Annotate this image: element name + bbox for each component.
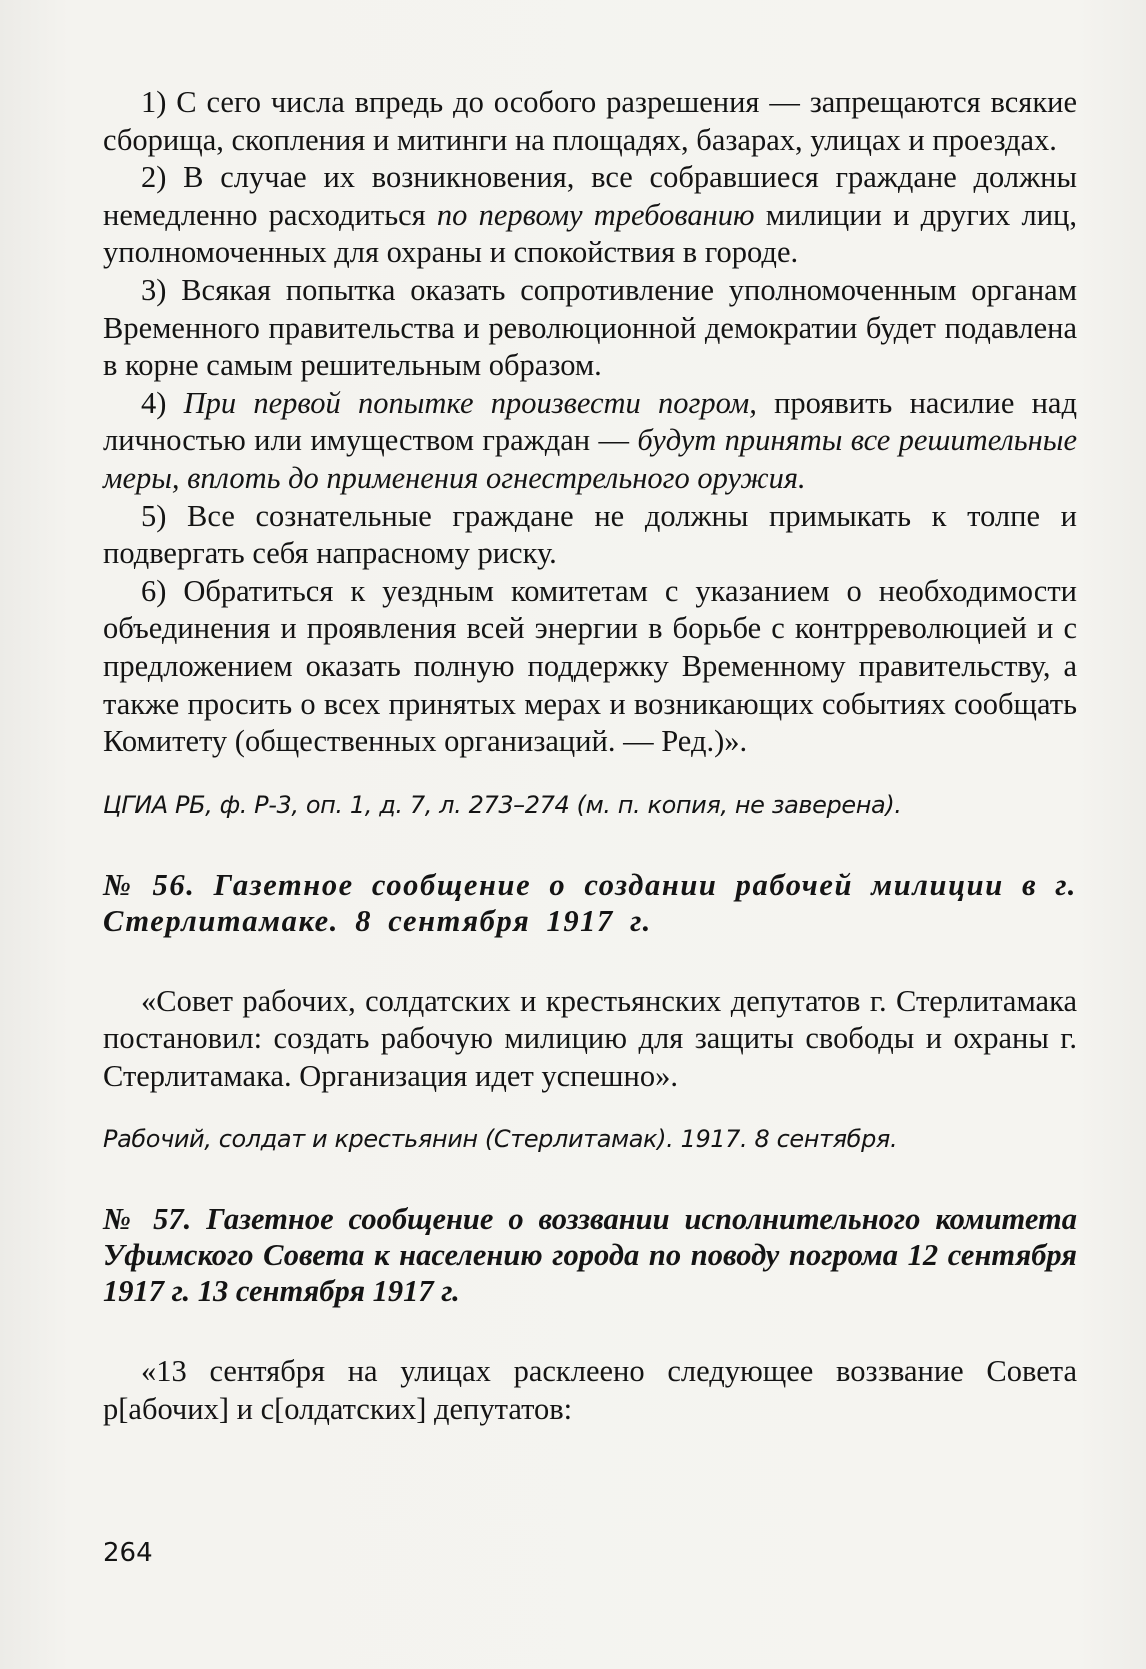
italic-text-run: При первой попытке произвести погром, bbox=[183, 385, 757, 420]
page-content bbox=[103, 84, 1077, 1429]
archive-source-reference: ЦГИА РБ, ф. Р-3, оп. 1, д. 7, л. 273–274 (м. п. копия, не заверена). bbox=[103, 790, 902, 819]
document-56-text: «Совет рабочих, солдатских и крестьянских депутатов г. Стерлитамака постановил: создать рабочую милицию для защиты свободы и охраны г. Стерлитамака. Организация идет успешно». bbox=[103, 983, 1077, 1093]
text-run: 6) Обратиться к уездным комитетам с указанием о необходимости объединения и проявления всей энергии в борьбе с контрреволюцией и с предложением оказать полную поддержку Временному правительству, а также просить о всех принятых мерах и возникающих событиях сообщать Комитету (общественных организаций. — Ред.)». bbox=[103, 573, 1077, 759]
italic-text-run: по первому требованию bbox=[436, 197, 755, 232]
document-56-source: Рабочий, солдат и крестьянин (Стерлитамак). 1917. 8 сентября. bbox=[103, 1125, 898, 1154]
resolution-point-4 bbox=[103, 385, 1077, 498]
text-run: 5) Все сознательные граждане не должны примыкать к толпе и подвергать себя напрасному риску. bbox=[103, 498, 1077, 571]
text-run: 2) В случае их возникновения, все собравшиеся граждане должны немедленно расходиться bbox=[103, 160, 1077, 232]
text-run: проявить насилие над личностью или имуществом граждан — bbox=[103, 385, 1077, 458]
resolution-points bbox=[103, 84, 1077, 761]
resolution-point-5 bbox=[103, 498, 1077, 573]
text-run: 4) bbox=[141, 385, 184, 420]
document-57-heading: № 57. Газетное сообщение о воззвании исполнительного комитета Уфимского Совета к населению города по поводу погрома 12 сентября 1917 г. 13 сентября 1917 г. bbox=[103, 1202, 1077, 1309]
document-56-heading: № 56. Газетное сообщение о создании рабочей милиции в г. Стерлитамаке. 8 сентября 1917 г. bbox=[103, 867, 1077, 938]
text-run: 3) Всякая попытка оказать сопротивление уполномоченным органам Временного правительства и революционной демократии будет подавлена в корне самым решительным образом. bbox=[103, 272, 1077, 383]
resolution-point-3 bbox=[103, 272, 1077, 385]
resolution-point-6 bbox=[103, 573, 1077, 761]
resolution-point-2 bbox=[103, 159, 1077, 272]
italic-text-run: будут приняты все решительные меры, вплоть до применения огнестрельного оружия. bbox=[103, 423, 1077, 495]
resolution-point-1 bbox=[103, 84, 1077, 159]
document-57-text: «13 сентября на улицах расклеено следующее воззвание Совета р[абочих] и с[олдатских] депутатов: bbox=[103, 1354, 1077, 1427]
page-number: 264 bbox=[103, 1538, 153, 1568]
text-run: 1) С сего числа впредь до особого разрешения — запрещаются всякие сборища, скопления и митинги на площадях, базарах, улицах и проездах. bbox=[103, 85, 1077, 157]
text-run: милиции и других лиц, уполномоченных для охраны и спокойствия в городе. bbox=[103, 197, 1077, 270]
